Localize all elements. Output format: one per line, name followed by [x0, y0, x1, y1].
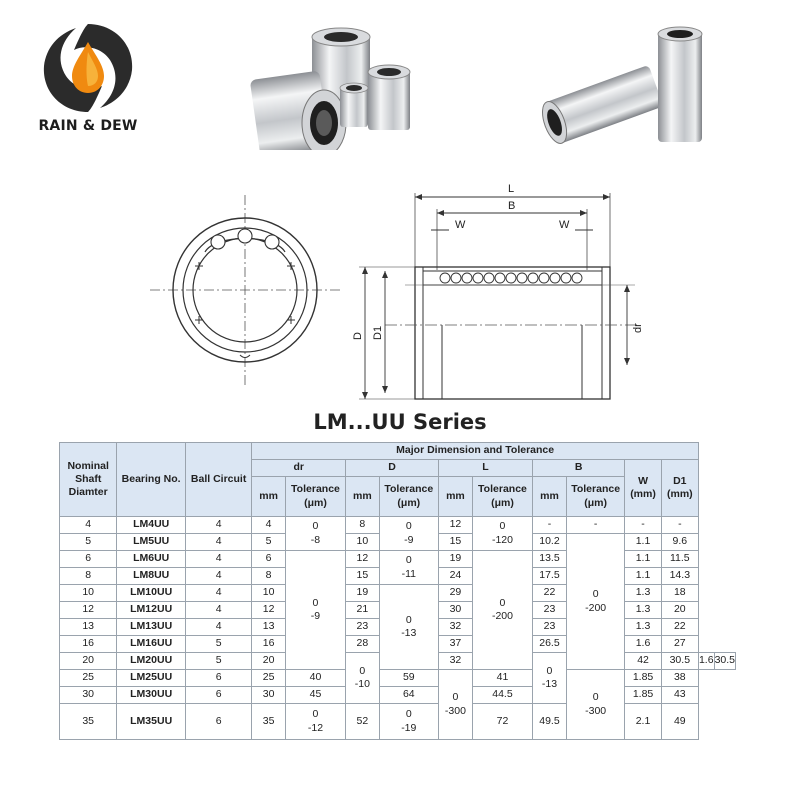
table-cell: 20	[661, 602, 698, 619]
table-cell: 20	[252, 653, 286, 670]
header-tolerance: Tolerance (μm)	[285, 477, 345, 517]
table-cell: 42	[625, 653, 661, 670]
dim-label-W-right: W	[559, 219, 570, 231]
table-cell: LM4UU	[117, 517, 186, 534]
dim-label-D: D	[352, 332, 364, 340]
table-cell: 30	[252, 687, 286, 704]
table-cell: 6	[252, 551, 286, 568]
tol-B-cell: 0 -200	[566, 534, 624, 670]
table-cell: 19	[346, 585, 380, 602]
header-W: W (mm)	[625, 460, 661, 517]
table-cell: 64	[379, 687, 438, 704]
dim-label-B: B	[508, 200, 516, 212]
table-cell: 12	[252, 602, 286, 619]
header-major-dimension: Major Dimension and Tolerance	[252, 443, 699, 460]
header-tolerance: Tolerance (μm)	[472, 477, 532, 517]
header-mm: mm	[252, 477, 286, 517]
table-cell: 1.3	[625, 619, 661, 636]
brand-name: RAIN & DEW	[38, 118, 138, 134]
table-cell: 17.5	[533, 568, 567, 585]
table-cell: 6	[185, 670, 251, 687]
table-cell: 30	[60, 687, 117, 704]
table-cell: 15	[438, 534, 472, 551]
table-cell: 10.2	[533, 534, 567, 551]
table-row	[60, 585, 736, 602]
table-cell: 4	[185, 602, 251, 619]
table-cell: 10	[346, 534, 380, 551]
table-cell: 18	[661, 585, 698, 602]
header-tolerance: Tolerance (μm)	[379, 477, 438, 517]
table-cell: 30.5	[661, 653, 698, 670]
product-photo-lmluu	[540, 22, 715, 147]
product-photo-lmuu	[240, 25, 420, 150]
table-row	[60, 551, 736, 568]
table-cell: 1.3	[625, 585, 661, 602]
table-cell: 52	[346, 704, 380, 740]
table-cell: 23	[533, 602, 567, 619]
table-cell: LM16UU	[117, 636, 186, 653]
table-cell: 1.85	[625, 670, 661, 687]
table-cell: 16	[60, 636, 117, 653]
series-title: LM...UU Series	[313, 410, 487, 434]
tol-D-cell: 0 -9	[379, 517, 438, 551]
table-row	[60, 687, 736, 704]
table-cell: 29	[438, 585, 472, 602]
table-cell: 5	[252, 534, 286, 551]
header-mm: mm	[438, 477, 472, 517]
table-cell: 32	[438, 653, 472, 670]
front-view-drawing	[150, 190, 340, 390]
table-cell: 1.1	[625, 534, 661, 551]
header-nominal: Nominal Shaft Diamter	[60, 443, 117, 517]
table-cell: 11.5	[661, 551, 698, 568]
tol-dr-cell: 0 -12	[285, 704, 345, 740]
header-L: L	[438, 460, 532, 477]
header-bearing-no: Bearing No.	[117, 443, 186, 517]
logo-swirl-icon	[36, 18, 140, 118]
table-cell: LM13UU	[117, 619, 186, 636]
table-cell: LM12UU	[117, 602, 186, 619]
table-cell: 45	[285, 687, 345, 704]
table-row	[60, 704, 736, 740]
table-cell: 30.5	[714, 653, 735, 670]
table-cell: 5	[60, 534, 117, 551]
table-cell: 28	[346, 636, 380, 653]
header-mm: mm	[533, 477, 567, 517]
table-row	[60, 517, 736, 534]
table-cell: LM5UU	[117, 534, 186, 551]
table-cell: 4	[185, 568, 251, 585]
table-cell: 20	[60, 653, 117, 670]
spec-table	[59, 442, 736, 740]
table-cell: 49.5	[533, 704, 567, 740]
table-cell: 25	[252, 670, 286, 687]
table-cell: LM30UU	[117, 687, 186, 704]
table-cell: 4	[60, 517, 117, 534]
table-cell: 6	[60, 551, 117, 568]
table-cell: 35	[60, 704, 117, 740]
tol-L-cell: 0 -120	[472, 517, 532, 551]
header-D1: D1 (mm)	[661, 460, 698, 517]
table-cell: 5	[185, 636, 251, 653]
table-cell: 4	[185, 585, 251, 602]
table-cell: LM20UU	[117, 653, 186, 670]
header-ball-circuit: Ball Circuit	[185, 443, 251, 517]
header-dr: dr	[252, 460, 346, 477]
table-cell: 13	[252, 619, 286, 636]
tol-D-cell: 0 -13	[379, 585, 438, 670]
table-cell: 22	[661, 619, 698, 636]
tol-D-cell: 0 -13	[533, 653, 567, 704]
dim-label-dr: dr	[632, 323, 644, 333]
table-cell: 8	[252, 568, 286, 585]
tol-dr-cell: 0 -10	[346, 653, 380, 704]
table-cell: 24	[438, 568, 472, 585]
table-cell: 2.1	[625, 704, 661, 740]
table-cell: 26.5	[533, 636, 567, 653]
tol-B-cell: -	[566, 517, 624, 534]
table-cell: 27	[661, 636, 698, 653]
table-cell: 6	[185, 704, 251, 740]
table-cell: 38	[661, 670, 698, 687]
table-cell: 1.1	[625, 551, 661, 568]
table-cell: 4	[185, 517, 251, 534]
tol-D-cell: 0 -11	[379, 551, 438, 585]
table-cell: 5	[185, 653, 251, 670]
dim-label-L: L	[508, 183, 515, 195]
brand-logo	[28, 18, 148, 138]
tol-B-cell: 0 -300	[566, 670, 624, 740]
table-cell: 16	[252, 636, 286, 653]
table-cell: 23	[346, 619, 380, 636]
table-cell: 35	[252, 704, 286, 740]
table-cell: 1.85	[625, 687, 661, 704]
table-cell: 72	[472, 704, 532, 740]
table-cell: LM10UU	[117, 585, 186, 602]
table-cell: -	[625, 517, 661, 534]
table-cell: 22	[533, 585, 567, 602]
table-cell: LM6UU	[117, 551, 186, 568]
table-cell: 4	[185, 551, 251, 568]
header-tolerance: Tolerance (μm)	[566, 477, 624, 517]
table-cell: 32	[438, 619, 472, 636]
dim-label-W-left: W	[455, 219, 466, 231]
table-cell: 19	[438, 551, 472, 568]
table-cell: 4	[185, 619, 251, 636]
table-cell: 59	[379, 670, 438, 687]
table-cell: 41	[472, 670, 532, 687]
table-cell: 1.6	[625, 636, 661, 653]
table-cell: 49	[661, 704, 698, 740]
table-cell: 13	[60, 619, 117, 636]
table-cell: 21	[346, 602, 380, 619]
tol-dr-cell: 0 -9	[285, 551, 345, 670]
table-cell: 6	[185, 687, 251, 704]
table-cell: 1.3	[625, 602, 661, 619]
table-row	[60, 670, 736, 687]
header-D: D	[346, 460, 439, 477]
table-cell: -	[661, 517, 698, 534]
tol-dr-cell: 0 -8	[285, 517, 345, 551]
table-cell: 12	[346, 551, 380, 568]
table-cell: 9.6	[661, 534, 698, 551]
dim-label-D1: D1	[372, 325, 384, 340]
table-cell: 44.5	[472, 687, 532, 704]
table-cell: 12	[60, 602, 117, 619]
table-cell: -	[533, 517, 567, 534]
table-cell: 13.5	[533, 551, 567, 568]
header-B: B	[533, 460, 625, 477]
table-cell: 15	[346, 568, 380, 585]
table-cell: 30	[438, 602, 472, 619]
table-cell: 1.6	[698, 653, 714, 670]
tol-D-cell: 0 -19	[379, 704, 438, 740]
table-cell: 4	[185, 534, 251, 551]
header-mm: mm	[346, 477, 380, 517]
table-cell: 4	[252, 517, 286, 534]
table-cell: 8	[60, 568, 117, 585]
table-cell: 37	[438, 636, 472, 653]
table-cell: LM25UU	[117, 670, 186, 687]
table-cell: 8	[346, 517, 380, 534]
table-cell: 10	[60, 585, 117, 602]
side-section-drawing	[345, 175, 645, 405]
table-cell: 1.1	[625, 568, 661, 585]
tol-L-cell: 0 -200	[472, 551, 532, 670]
tol-L-cell: 0 -300	[438, 670, 472, 740]
table-cell: LM35UU	[117, 704, 186, 740]
table-cell: 25	[60, 670, 117, 687]
table-cell: 10	[252, 585, 286, 602]
table-cell: 12	[438, 517, 472, 534]
table-cell: 43	[661, 687, 698, 704]
table-cell: 40	[285, 670, 345, 687]
table-cell: 23	[533, 619, 567, 636]
table-cell: 14.3	[661, 568, 698, 585]
table-cell: LM8UU	[117, 568, 186, 585]
